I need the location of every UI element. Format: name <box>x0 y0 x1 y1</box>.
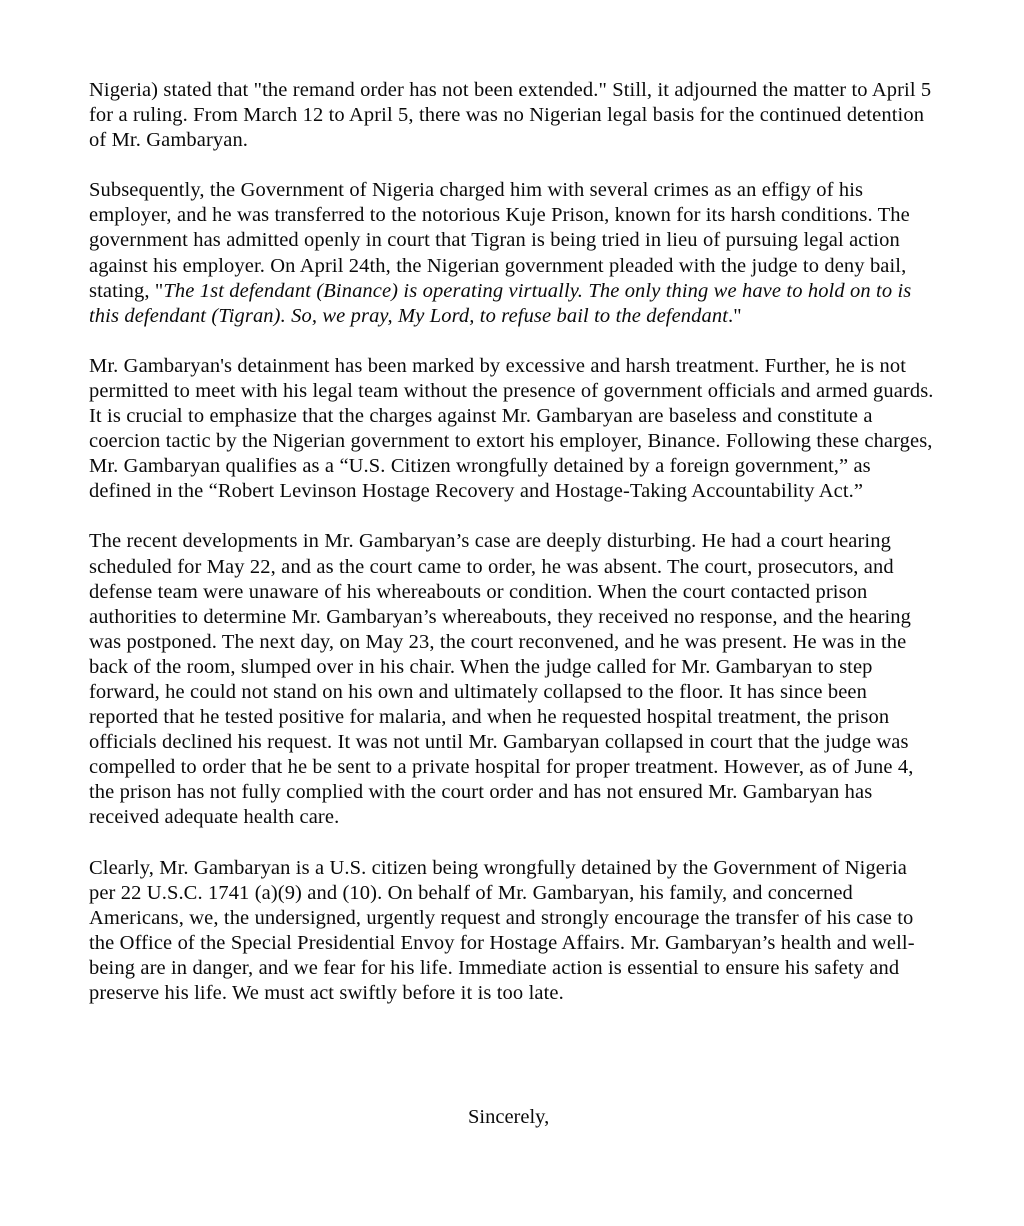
paragraph-2 <box>89 178 937 329</box>
paragraph-1: Nigeria) stated that "the remand order has not been extended." Still, it adjourned the matter to April 5 for a ruling. From March 12 to April 5, there was no Nigerian legal basis for the continued detention of Mr. Gambaryan. <box>89 79 932 152</box>
paragraph-4: The recent developments in Mr. Gambaryan’s case are deeply disturbing. He had a court hearing scheduled for May 22, and as the court came to order, he was absent. The court, prosecutors, and defense team were unaware of his whereabouts or condition. When the court contacted prison authorities to determine Mr. Gambaryan’s whereabouts, they received no response, and the hearing was postponed. The next day, on May 23, the court reconvened, and he was present. He was in the back of the room, slumped over in his chair. When the judge called for Mr. Gambaryan to step forward, he could not stand on his own and ultimately collapsed to the floor. It has since been reported that he tested positive for malaria, and when he requested hospital treatment, the prison officials declined his request. It was not until Mr. Gambaryan collapsed in court that the judge was compelled to order that he be sent to a private hospital for proper treatment. However, as of June 4, the prison has not fully complied with the court order and has not ensured Mr. Gambaryan has received adequate health care. <box>89 530 914 829</box>
paragraph-2-quote-close: ." <box>728 304 742 327</box>
letter-body <box>89 78 937 1006</box>
paragraph-5: Clearly, Mr. Gambaryan is a U.S. citizen being wrongfully detained by the Government of Nigeria per 22 U.S.C. 1741 (a)(9) and (10). On behalf of Mr. Gambaryan, his family, and concerned Americans, we, the undersigned, urgently request and strongly encourage the transfer of his case to the Office of the Special Presidential Envoy for Hostage Affairs. Mr. Gambaryan’s health and well-being are in danger, and we fear for his life. Immediate action is essential to ensure his safety and preserve his life. We must act swiftly before it is too late. <box>89 856 915 1004</box>
paragraph-3: Mr. Gambaryan's detainment has been marked by excessive and harsh treatment. Further, he is not permitted to meet with his legal team without the presence of government officials and armed guards. It is crucial to emphasize that the charges against Mr. Gambaryan are baseless and constitute a coercion tactic by the Nigerian government to extort his employer, Binance. Following these charges, Mr. Gambaryan qualifies as a “U.S. Citizen wrongfully detained by a foreign government,” as defined in the “Robert Levinson Hostage Recovery and Hostage-Taking Accountability Act.” <box>89 354 934 503</box>
paragraph-2-lead-text: Subsequently, the Government of Nigeria charged him with several crimes as an effigy of his employer, and he was transferred to the notorious Kuje Prison, known for its harsh conditions. The government has admitted openly in court that Tigran is being tried in lieu of pursuing legal action against his employer. On April 24th, the Nigerian government pleaded with the judge to deny bail, stating, " <box>89 179 910 302</box>
paragraph-2-italic-quote: The 1st defendant (Binance) is operating virtually. The only thing we have to hold on to is this defendant (Tigran). So, we pray, My Lord, to refuse bail to the defendant <box>89 279 912 327</box>
closing-salutation: Sincerely, <box>468 1106 550 1128</box>
